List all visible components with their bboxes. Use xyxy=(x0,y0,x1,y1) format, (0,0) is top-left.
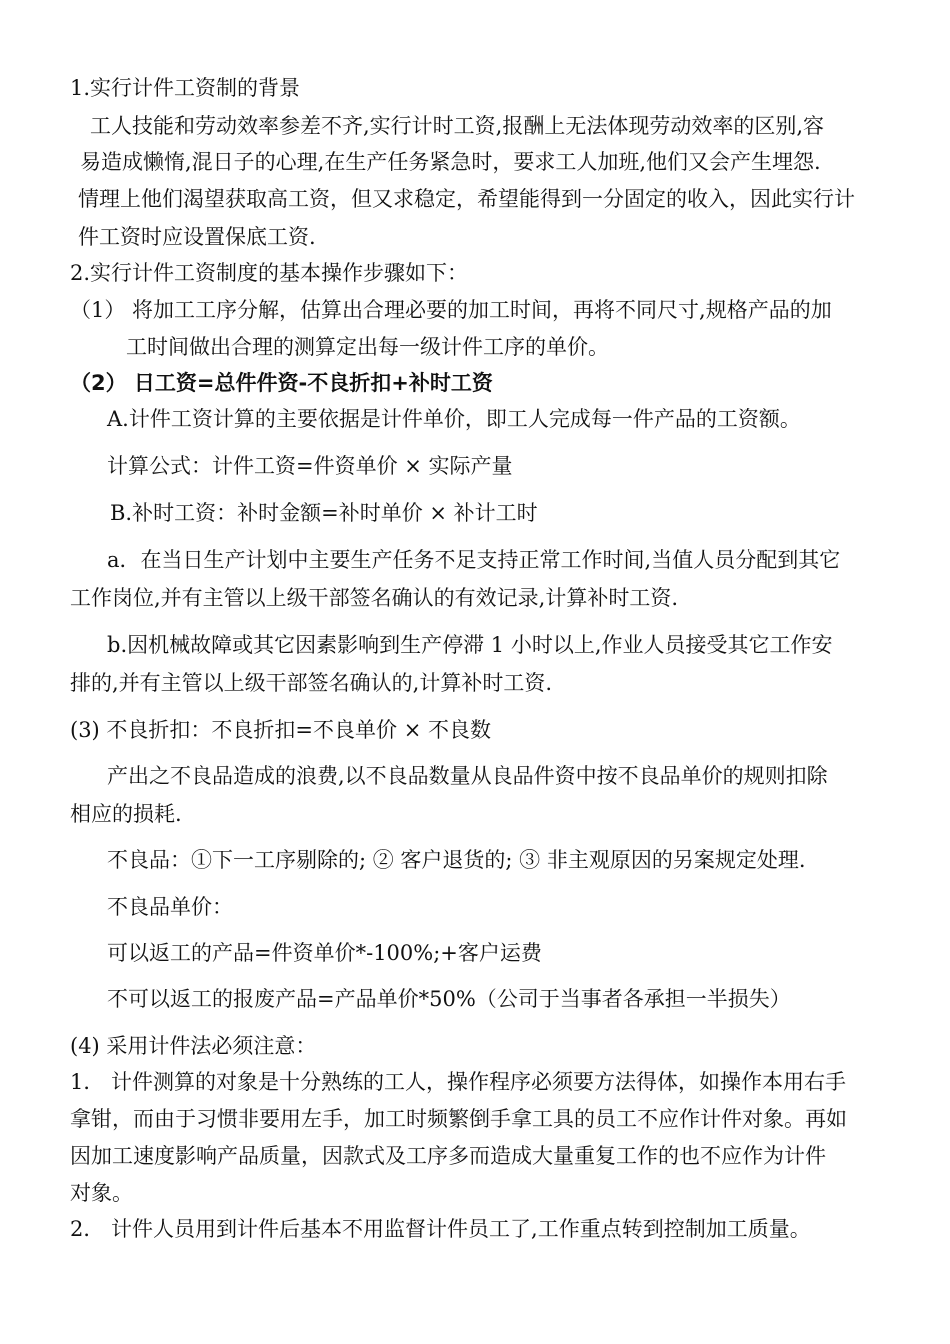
paragraph-line: A.计件工资计算的主要依据是计件单价，即工人完成每一件产品的工资额。 xyxy=(107,407,801,431)
formula-line: 可以返工的产品=件资单价*-100%;+客户运费 xyxy=(107,941,542,965)
list-item-3: (3) 不良折扣：不良折扣=不良单价 × 不良数 xyxy=(70,718,491,742)
list-item-4: (4) 采用计件法必须注意： xyxy=(70,1034,317,1058)
paragraph-line: b.因机械故障或其它因素影响到生产停滞 1 小时以上,作业人员接受其它工作安 xyxy=(107,633,833,657)
paragraph-line: 1． 计件测算的对象是十分熟练的工人，操作程序必须要方法得体，如操作本用右手 xyxy=(70,1070,847,1094)
paragraph-line: 情理上他们渴望获取高工资，但又求稳定，希望能得到一分固定的收入，因此实行计 xyxy=(78,187,855,211)
paragraph-line: 易造成懒惰,混日子的心理,在生产任务紧急时，要求工人加班,他们又会产生埋怨. xyxy=(80,150,821,174)
list-item-1: （1） 将加工工序分解，估算出合理必要的加工时间，再将不同尺寸,规格产品的加 xyxy=(70,298,832,322)
formula-line: 不可以返工的报废产品=产品单价*50%（公司于当事者各承担一半损失） xyxy=(107,987,791,1011)
paragraph-line: 不良品单价： xyxy=(107,895,233,919)
paragraph-line: 排的,并有主管以上级干部签名确认的,计算补时工资. xyxy=(70,671,553,695)
paragraph-line: 工作岗位,并有主管以上级干部签名确认的有效记录,计算补时工资. xyxy=(70,586,679,610)
paragraph-line: 因加工速度影响产品质量，因款式及工序多而造成大量重复工作的也不应作为计件 xyxy=(70,1144,826,1168)
paragraph-line: 不良品：①下一工序剔除的; ② 客户退货的; ③ 非主观原因的另案规定处理. xyxy=(107,848,806,872)
paragraph-line: 相应的损耗. xyxy=(70,802,182,826)
list-item-1-continuation: 工时间做出合理的测算定出每一级计件工序的单价。 xyxy=(126,335,609,359)
formula-line: B.补时工资：补时金额=补时单价 × 补计工时 xyxy=(110,501,538,525)
paragraph-line: 2． 计件人员用到计件后基本不用监督计件员工了,工作重点转到控制加工质量。 xyxy=(70,1217,811,1241)
paragraph-line: 工人技能和劳动效率参差不齐,实行计时工资,报酬上无法体现劳动效率的区别,容 xyxy=(90,114,825,138)
heading-section-2: 2.实行计件工资制度的基本操作步骤如下： xyxy=(70,261,469,285)
heading-section-1: 1.实行计件工资制的背景 xyxy=(70,76,301,100)
formula-line: 计算公式：计件工资=件资单价 × 实际产量 xyxy=(107,454,513,478)
paragraph-line: 产出之不良品造成的浪费,以不良品数量从良品件资中按不良品单价的规则扣除 xyxy=(107,764,828,788)
paragraph-line: 拿钳，而由于习惯非要用左手，加工时频繁倒手拿工具的员工不应作计件对象。再如 xyxy=(70,1107,847,1131)
paragraph-line: 对象。 xyxy=(70,1181,133,1205)
paragraph-line: 件工资时应设置保底工资. xyxy=(78,225,316,249)
paragraph-line: a．在当日生产计划中主要生产任务不足支持正常工作时间,当值人员分配到其它 xyxy=(107,548,841,572)
list-item-2-formula: （2） 日工资=总件件资-不良折扣+补时工资 xyxy=(70,371,493,395)
